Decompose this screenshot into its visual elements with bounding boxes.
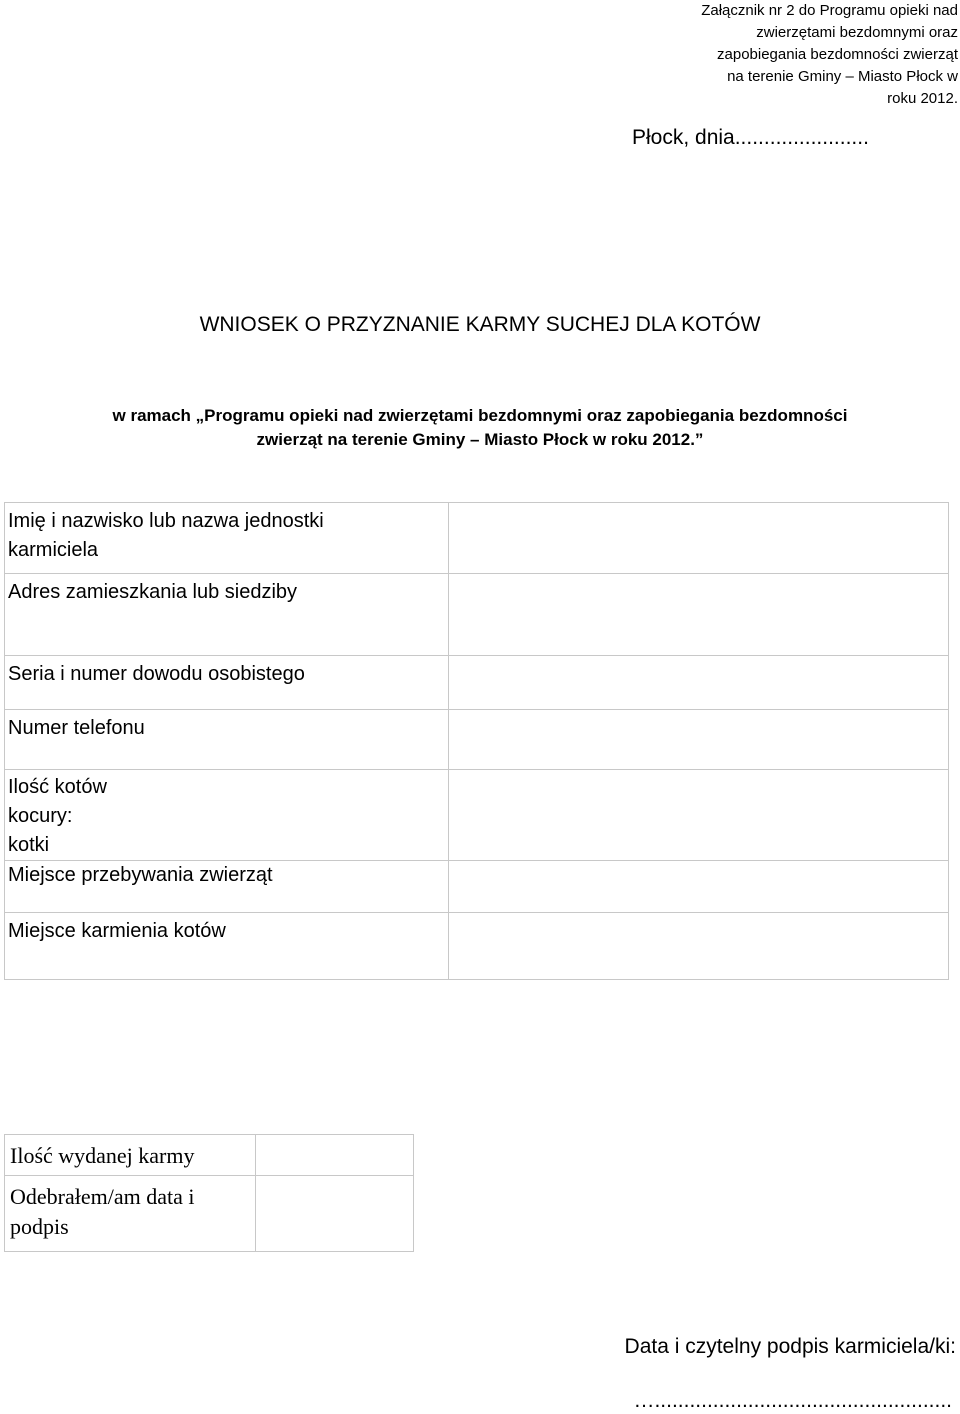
annex-line: na terenie Gminy – Miasto Płock w — [727, 68, 958, 85]
name-field[interactable] — [449, 503, 949, 574]
males-label: kocury: — [8, 805, 73, 827]
stay-place-field[interactable] — [449, 861, 949, 913]
subtitle-line: w ramach „Programu opieki nad zwierzętami bezdomnymi oraz zapobiegania bezdomności — [112, 406, 848, 425]
females-label: kotki — [8, 834, 50, 856]
received-label-line: Odebrałem/am data i — [10, 1184, 195, 1209]
received-label — [5, 1176, 256, 1252]
food-amount-label: Ilość wydanej karmy — [5, 1135, 256, 1176]
annex-line: zapobiegania bezdomności zwierząt — [717, 46, 958, 63]
name-label-line: Imię i nazwisko lub nazwa jednostki — [8, 510, 324, 532]
cat-count-field[interactable] — [449, 770, 949, 861]
feeding-place-field[interactable] — [449, 913, 949, 980]
feeding-place-label: Miejsce karmienia kotów — [5, 913, 449, 980]
receipt-table — [4, 1134, 414, 1252]
name-label-line: karmiciela — [8, 539, 99, 561]
phone-label: Numer telefonu — [5, 710, 449, 770]
cat-count-text: Ilość kotów — [8, 776, 107, 798]
id-card-field[interactable] — [449, 656, 949, 710]
place-date-field[interactable]: Płock, dnia....................... — [632, 126, 869, 149]
received-field[interactable] — [256, 1176, 414, 1252]
annex-note — [638, 0, 958, 110]
signature-label: Data i czytelny podpis karmiciela/ki: — [624, 1335, 956, 1358]
id-card-label: Seria i numer dowodu osobistego — [5, 656, 449, 710]
stay-place-label: Miejsce przebywania zwierząt — [5, 861, 449, 913]
subtitle-line: zwierząt na terenie Gminy – Miasto Płock w roku 2012.” — [256, 430, 704, 449]
document-subtitle — [60, 404, 900, 452]
cat-count-label — [5, 770, 449, 861]
application-form-table — [4, 502, 949, 980]
address-field[interactable] — [449, 574, 949, 656]
received-label-line: podpis — [10, 1214, 69, 1239]
address-label: Adres zamieszkania lub siedziby — [5, 574, 449, 656]
signature-field[interactable]: …................................................... — [633, 1389, 952, 1412]
document-title: WNIOSEK O PRZYZNANIE KARMY SUCHEJ DLA KOTÓW — [199, 313, 761, 336]
food-amount-field[interactable] — [256, 1135, 414, 1176]
phone-field[interactable] — [449, 710, 949, 770]
annex-line: Załącznik nr 2 do Programu opieki nad — [701, 2, 958, 19]
name-label — [5, 503, 449, 574]
annex-line: roku 2012. — [887, 90, 958, 107]
annex-line: zwierzętami bezdomnymi oraz — [756, 24, 958, 41]
